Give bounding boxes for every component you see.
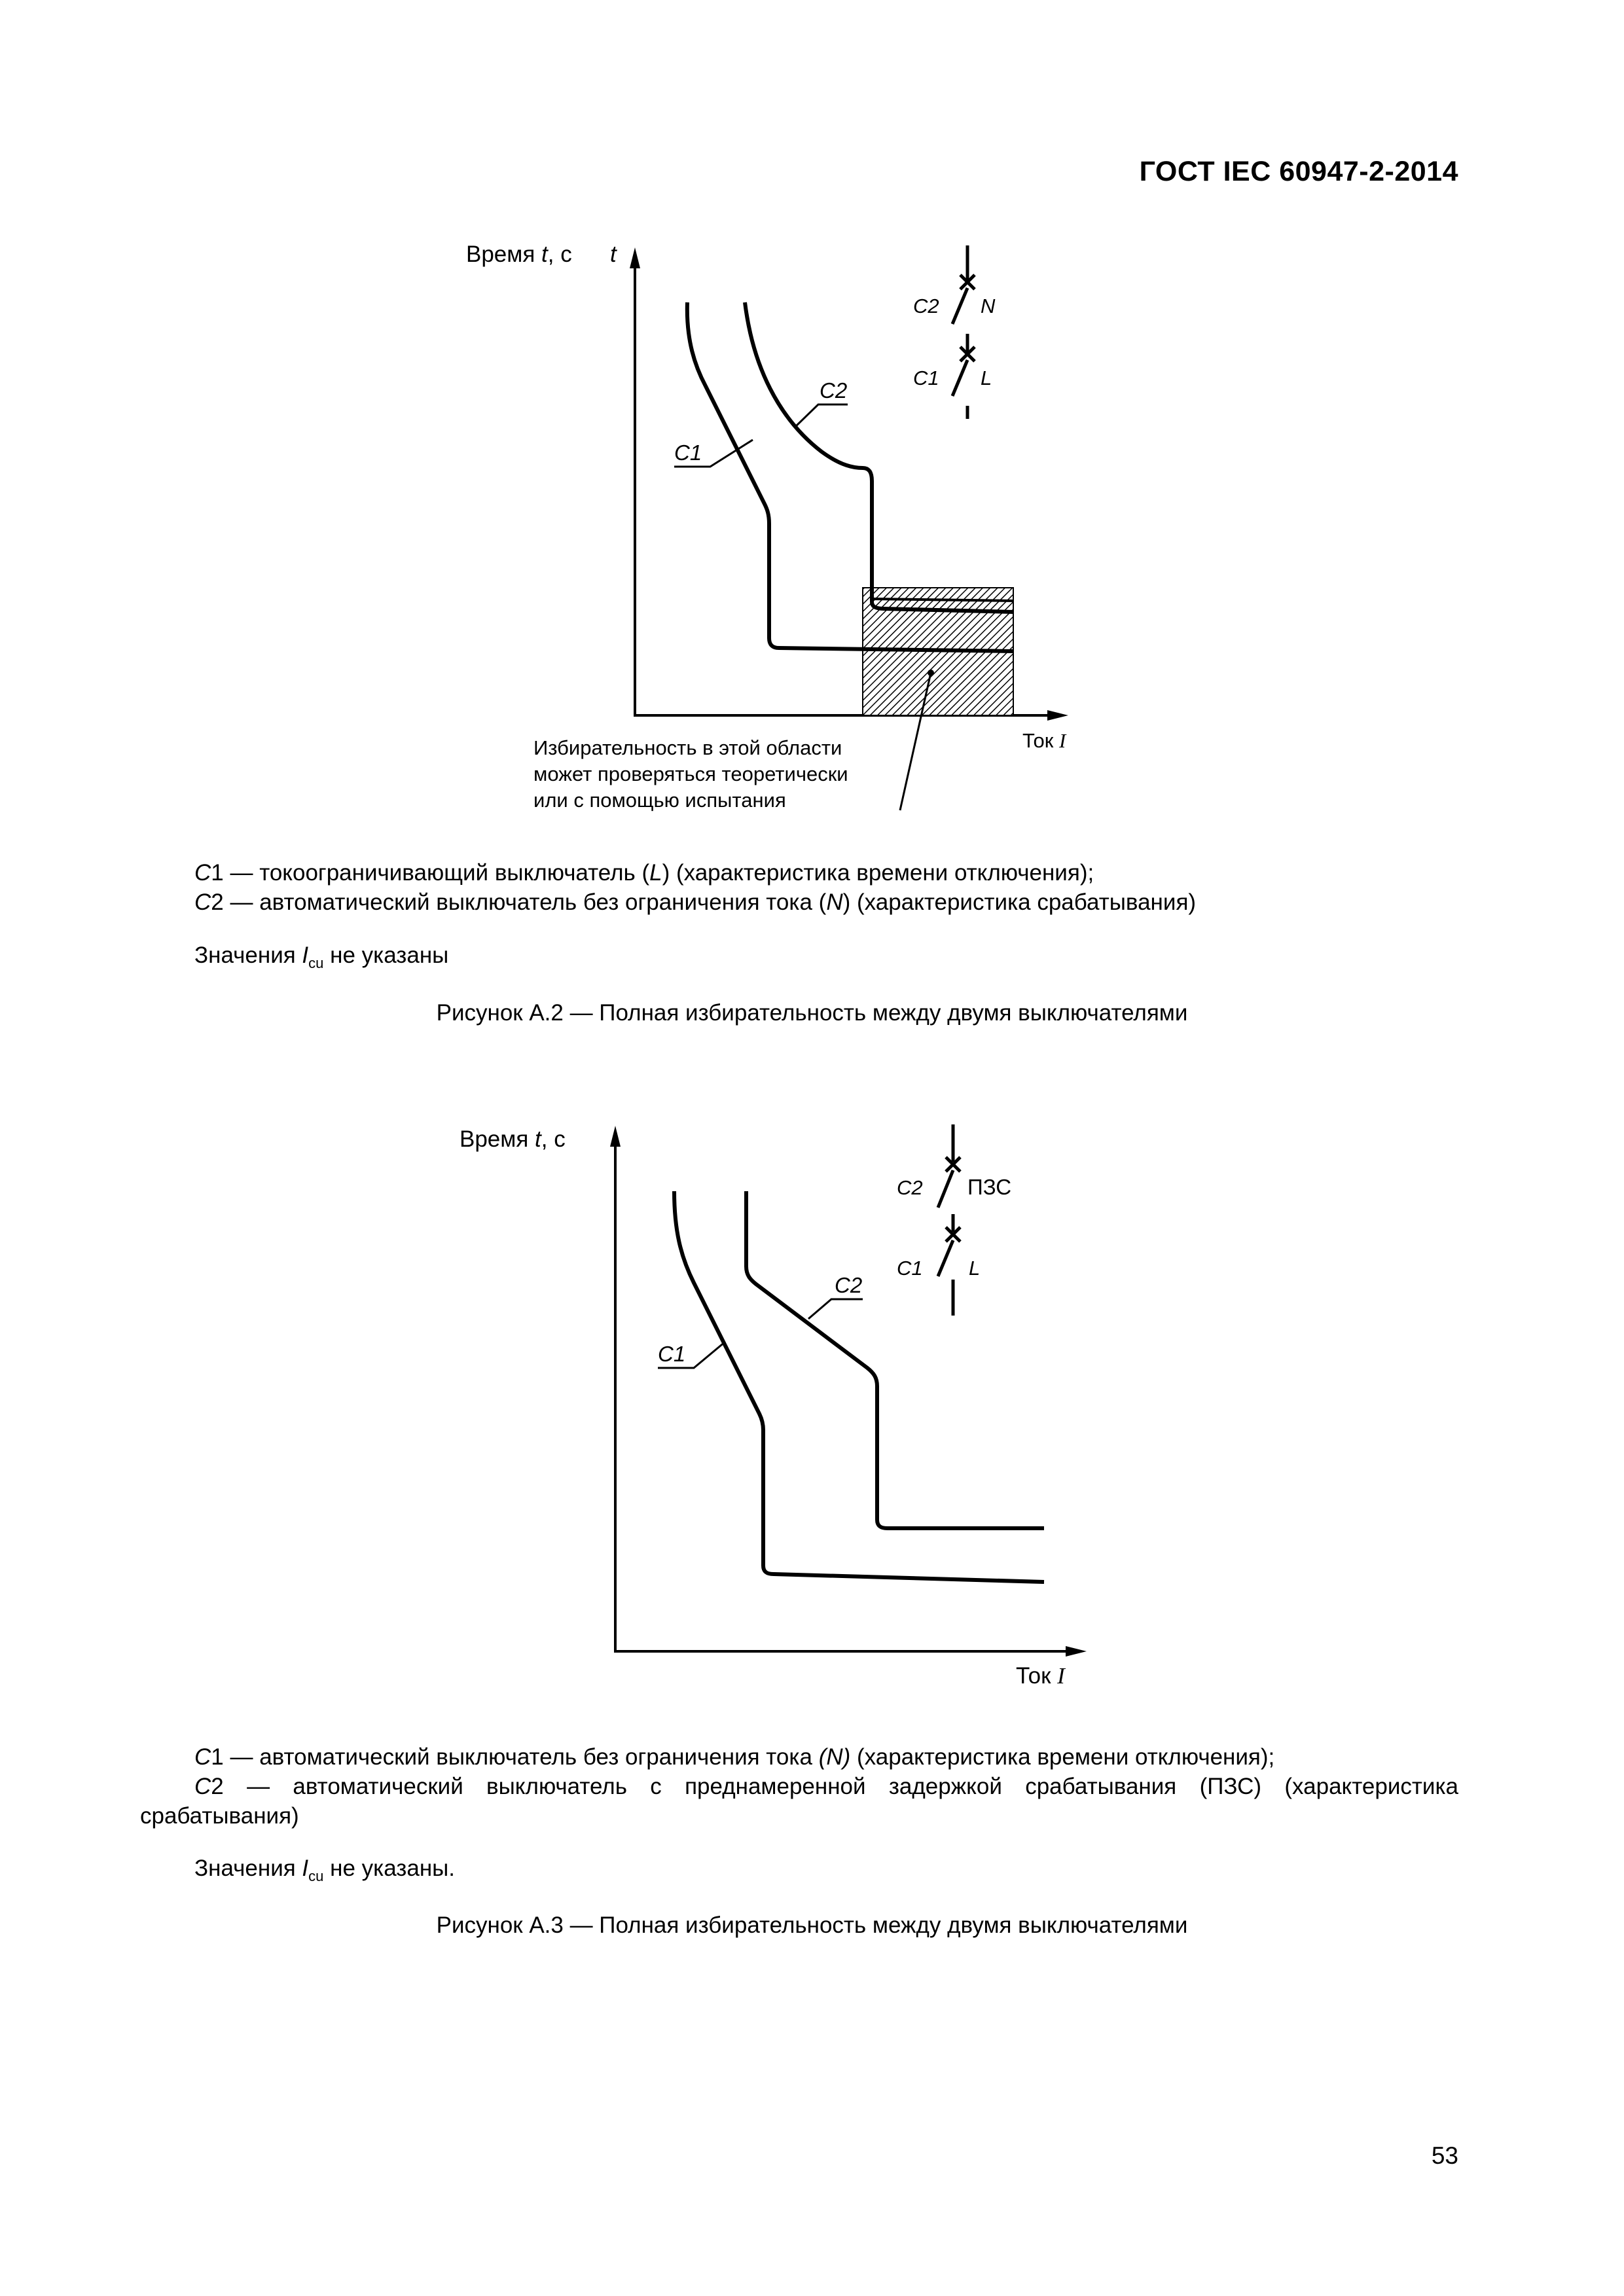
a2-y-axis-label: Время t, с [466,242,572,267]
figure-a3-diagram [0,1073,1624,1695]
a2-switch-schematic [952,245,975,419]
a3-switch-bottom-pole: L [969,1257,981,1280]
a2-curve-c1-label: C1 [674,440,702,465]
a3-switch-top-pole: ПЗС [967,1175,1012,1199]
a2-legend-item-1: C1 — токоограничивающий выключатель (L) (характеристика времени отключения); [194,860,1094,886]
a3-x-axis-arrow [1066,1646,1087,1657]
a3-curve-c2 [746,1191,1044,1528]
a3-legend-item-1: C1 — автоматический выключатель без ограничения тока (N) (характеристика времени отключения); [194,1744,1275,1770]
a2-curve-c2-leader [795,404,848,427]
a2-y-axis-arrow [630,247,640,268]
a2-curve-c2-label: C2 [820,378,848,403]
a3-y-axis-label: Время t, с [460,1126,566,1152]
a3-curve-c1 [674,1191,1044,1582]
a3-note: Значения $I_{cu}$ не указаны. [194,1856,456,1884]
a3-curve-c2-leader [808,1299,863,1319]
a3-curve-c1-label: C1 [658,1342,686,1366]
a3-curve-c2-label: C2 [835,1273,863,1297]
a3-legend-item-2-continued: срабатывания) [140,1803,299,1829]
document-standard-number: ГОСТ IEC 60947-2-2014 [1139,156,1458,187]
a2-switch-bottom-pole: L [981,367,992,389]
a2-x-axis-label: Ток I [1022,729,1066,752]
a2-note: Значения $I_{cu}$ не указаны [194,942,449,971]
figure-a2-diagram [0,0,1624,851]
a2-region-note-dot [928,670,934,676]
a2-region-note [533,736,848,812]
a2-y-axis-symbol: t [610,242,617,267]
a2-switch-top-pole: N [981,295,996,317]
a3-x-axis-label: Ток I [1016,1663,1065,1689]
svg-text:Избирательность в этой области: Избирательность в этой области [533,736,842,759]
a3-switch-schematic [938,1124,960,1316]
page-number: 53 [1431,2142,1458,2169]
a2-switch-top-label: C2 [913,295,939,317]
a3-switch-top-label: C2 [897,1176,923,1199]
a3-figure-caption: Рисунок А.3 — Полная избирательность между двумя выключателями [436,1912,1188,1938]
svg-text:может проверяться теоретически: может проверяться теоретически [533,762,848,785]
a3-legend-item-2: C2 — автоматический выключатель с преднамеренной задержкой срабатывания (ПЗС) (характеристика [194,1774,1458,1799]
a3-y-axis-arrow [610,1126,621,1147]
a3-switch-bottom-label: C1 [897,1257,923,1280]
a2-legend-item-2: C2 — автоматический выключатель без ограничения тока (N) (характеристика срабатывания) [194,889,1197,915]
a2-figure-caption: Рисунок А.2 — Полная избирательность между двумя выключателями [436,1000,1188,1026]
svg-text:или с помощью испытания: или с помощью испытания [533,789,786,812]
a2-switch-bottom-label: C1 [913,367,939,389]
a2-x-axis-arrow [1047,710,1068,721]
